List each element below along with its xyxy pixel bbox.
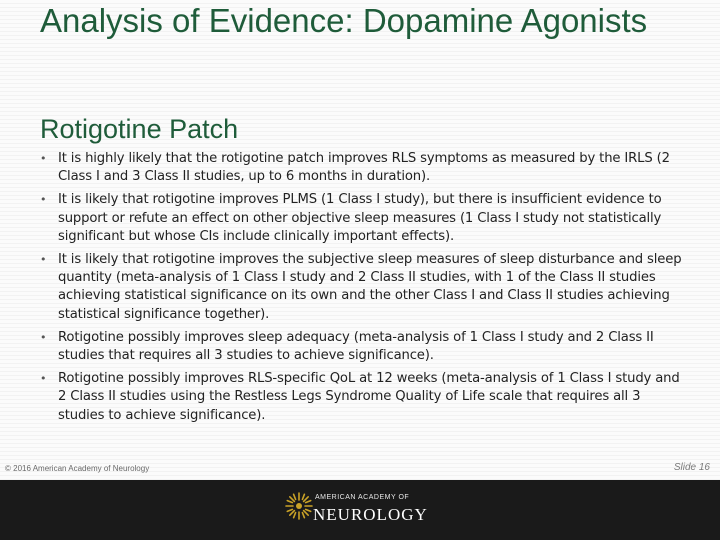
bullet-item <box>38 370 688 425</box>
sunburst-logo-icon <box>285 492 313 520</box>
slide-title: Analysis of Evidence: Dopamine Agonists <box>40 2 648 39</box>
logo-org-line: AMERICAN ACADEMY OF <box>315 494 410 501</box>
bullet-dot-icon: • <box>40 193 47 207</box>
bullet-dot-icon: • <box>40 253 47 267</box>
bullet-text: It is likely that rotigotine improves PLMS (1 Class I study), but there is insufficient evidence to support or refute an effect on other objective sleep measures (1 Class I study not statistically significant but whose CIs include clinically important effects). <box>58 192 662 244</box>
bullet-dot-icon: • <box>40 372 47 386</box>
slide-number: Slide 16 <box>673 462 710 473</box>
bullet-item <box>38 191 688 246</box>
bullet-dot-icon: • <box>40 330 47 344</box>
logo-name: NEUROLOGY <box>313 505 428 524</box>
bullet-item <box>38 251 688 324</box>
bullet-text: Rotigotine possibly improves RLS-specific QoL at 12 weeks (meta-analysis of 1 Class I study and 2 Class II studies using the Restless Legs Syndrome Quality of Life scale that requires all 3 studies to achieve significance). <box>58 371 680 423</box>
bullet-item <box>38 150 688 186</box>
bullet-list <box>38 150 688 430</box>
bullet-text: Rotigotine possibly improves sleep adequacy (meta-analysis of 1 Class I study and 2 Class II studies that requires all 3 studies to achieve significance). <box>58 329 654 364</box>
slide-subtitle: Rotigotine Patch <box>40 114 239 144</box>
bullet-dot-icon: • <box>40 152 47 165</box>
bullet-item <box>38 329 688 365</box>
bullet-text: It is highly likely that the rotigotine patch improves RLS symptoms as measured by the IRLS (2 Class I and 3 Class II studies, up to 6 months in duration). <box>58 151 670 185</box>
aan-logo <box>285 490 445 532</box>
bullet-text: It is likely that rotigotine improves the subjective sleep measures of sleep disturbance and sleep quantity (meta-analysis of 1 Class I study and 2 Class II studies, with 1 of the Class II studies achieving statistical significance on its own and the other Class I and Class II studies achieving statistical significance together). <box>58 252 682 322</box>
copyright-text: © 2016 American Academy of Neurology <box>5 464 150 473</box>
